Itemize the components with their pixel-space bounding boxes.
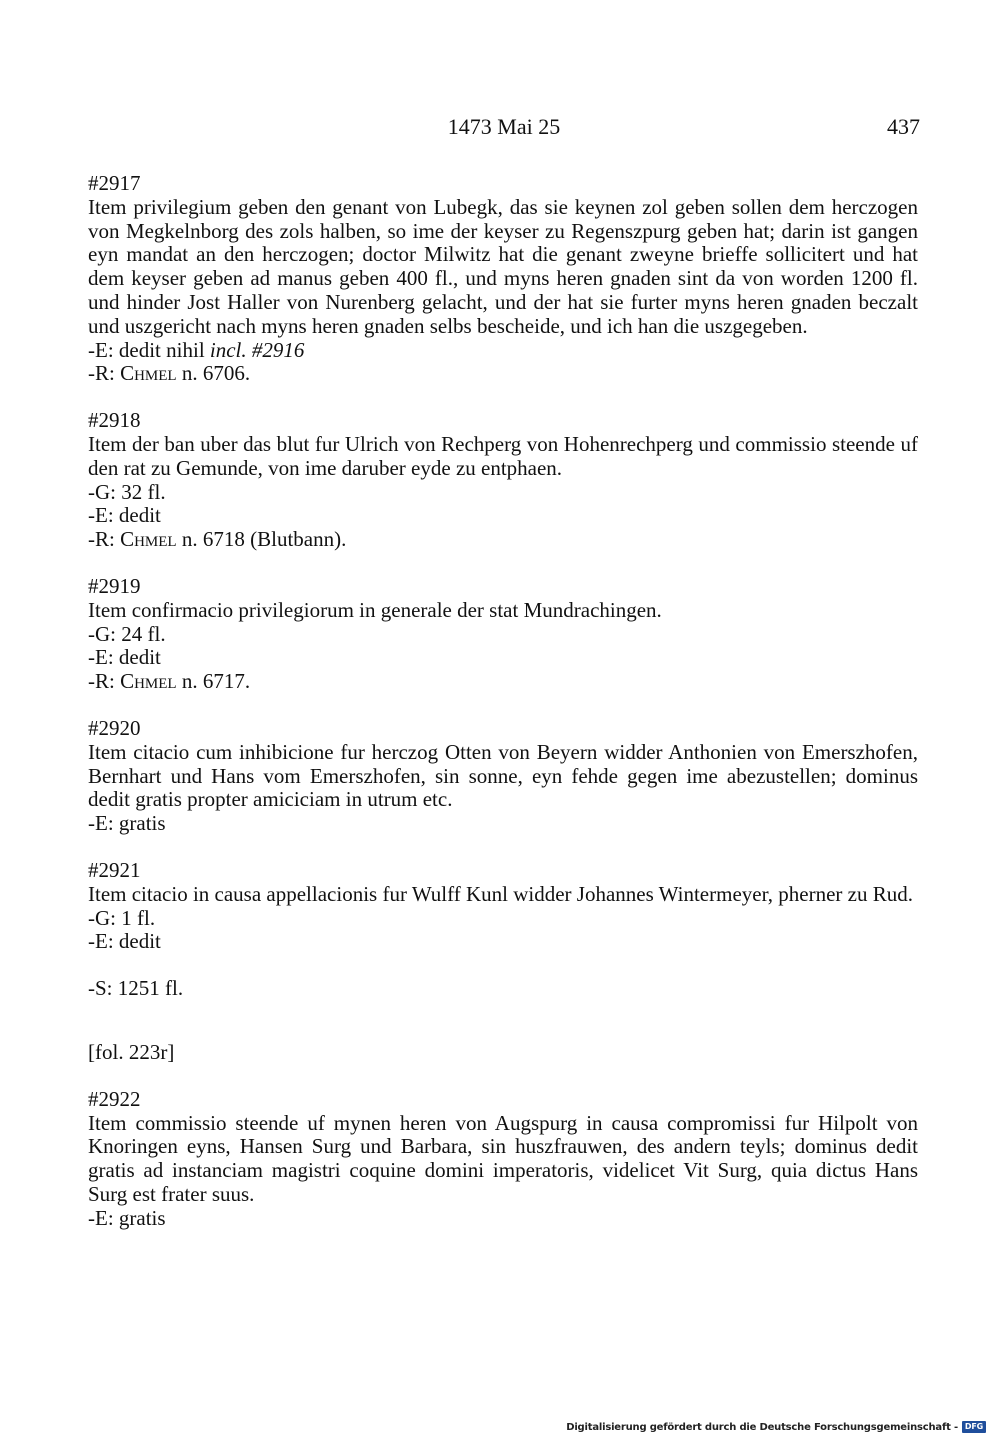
entry-r-field: -R: Chmel n. 6717. (88, 669, 251, 694)
entry-text: Item confirmacio privilegiorum in generale der stat Mundrachingen. (88, 597, 662, 622)
entry-text: Item citacio cum inhibicione fur herczog Otten von Beyern widder Anthonien von Emerszhofen, Bernhart und Hans vom Emerszhofen, sin sonne, eyn fehde gegen ime abezustellen; dominus dedit gratis propter amiciciam in utrum etc. (88, 739, 918, 812)
entry-e-field: -E: dedit (88, 503, 161, 528)
entry-id: #2922 (88, 1086, 141, 1111)
sum-total: -S: 1251 fl. (88, 976, 184, 1001)
entry-e-field: -E: gratis (88, 811, 166, 836)
entry-2917 (88, 172, 918, 386)
entry-r-field: -R: Chmel n. 6718 (Blutbann). (88, 527, 347, 552)
document-body (88, 172, 918, 1253)
entry-r-field: -R: Chmel n. 6706. (88, 361, 251, 386)
entry-id: #2918 (88, 408, 141, 433)
entry-e-field: -E: dedit nihil incl. #2916 (88, 337, 305, 362)
entry-2921 (88, 859, 918, 954)
entry-text: Item commissio steende uf mynen heren von Augspurg in causa compromissi fur Hilpolt von Knoringen eyns, Hansen Surg und Barbara, sin huszfrauwen, des andern teyls; dominus dedit gratis ad instanciam magistri coquine domini imperatoris, videlicet Vit Surg, quia dictus Hans Surg est frater suus. (88, 1110, 918, 1206)
entry-id: #2919 (88, 573, 141, 598)
entry-2922 (88, 1088, 918, 1231)
entry-g-field: -G: 24 fl. (88, 621, 166, 646)
folio-marker: [fol. 223r] (88, 1039, 175, 1064)
entry-e-field: -E: dedit (88, 645, 161, 670)
entry-id: #2921 (88, 857, 141, 882)
entry-text: Item der ban uber das blut fur Ulrich von Rechperg von Hohenrechperg und commissio steende uf den rat zu Gemunde, von ime daruber eyde zu entphaen. (88, 431, 918, 480)
entry-e-field: -E: dedit (88, 929, 161, 954)
entry-id: #2920 (88, 715, 141, 740)
dfg-logo-icon: DFG (962, 1421, 986, 1433)
footer-text: Digitalisierung gefördert durch die Deutsche Forschungsgemeinschaft - (566, 1421, 958, 1433)
running-head (88, 112, 920, 142)
page-date-heading: 1473 Mai 25 (447, 114, 561, 139)
entry-e-field: -E: gratis (88, 1205, 166, 1230)
entry-text: Item citacio in causa appellacionis fur Wulff Kunl widder Johannes Wintermeyer, pherner zu Rud. (88, 881, 913, 906)
entry-2919 (88, 575, 918, 694)
page-number: 437 (887, 114, 920, 139)
entry-text: Item privilegium geben den genant von Lubegk, das sie keynen zol geben sollen dem herczogen von Megkelnborg des zols halben, so ime der keyser zu Regenszpurg geben hat; darin ist gangen eyn mandat an den herczogen; doctor Milwitz hat die genant zweyne brieffe sollicitert und hat dem keyser geben ad manus geben 400 fl., und myns heren gnaden sint da von worden 1200 fl. und hinder Jost Haller von Nurenberg gelacht, und der hat sie furter myns heren gnaden beczalt und uszgericht nach myns heren gnaden selbs bescheide, und ich han die uszgegeben. (88, 194, 918, 338)
entry-g-field: -G: 32 fl. (88, 479, 166, 504)
entry-2918 (88, 409, 918, 552)
dfg-footer (566, 1420, 986, 1434)
entry-g-field: -G: 1 fl. (88, 905, 156, 930)
entry-2920 (88, 717, 918, 836)
entry-id: #2917 (88, 171, 141, 195)
